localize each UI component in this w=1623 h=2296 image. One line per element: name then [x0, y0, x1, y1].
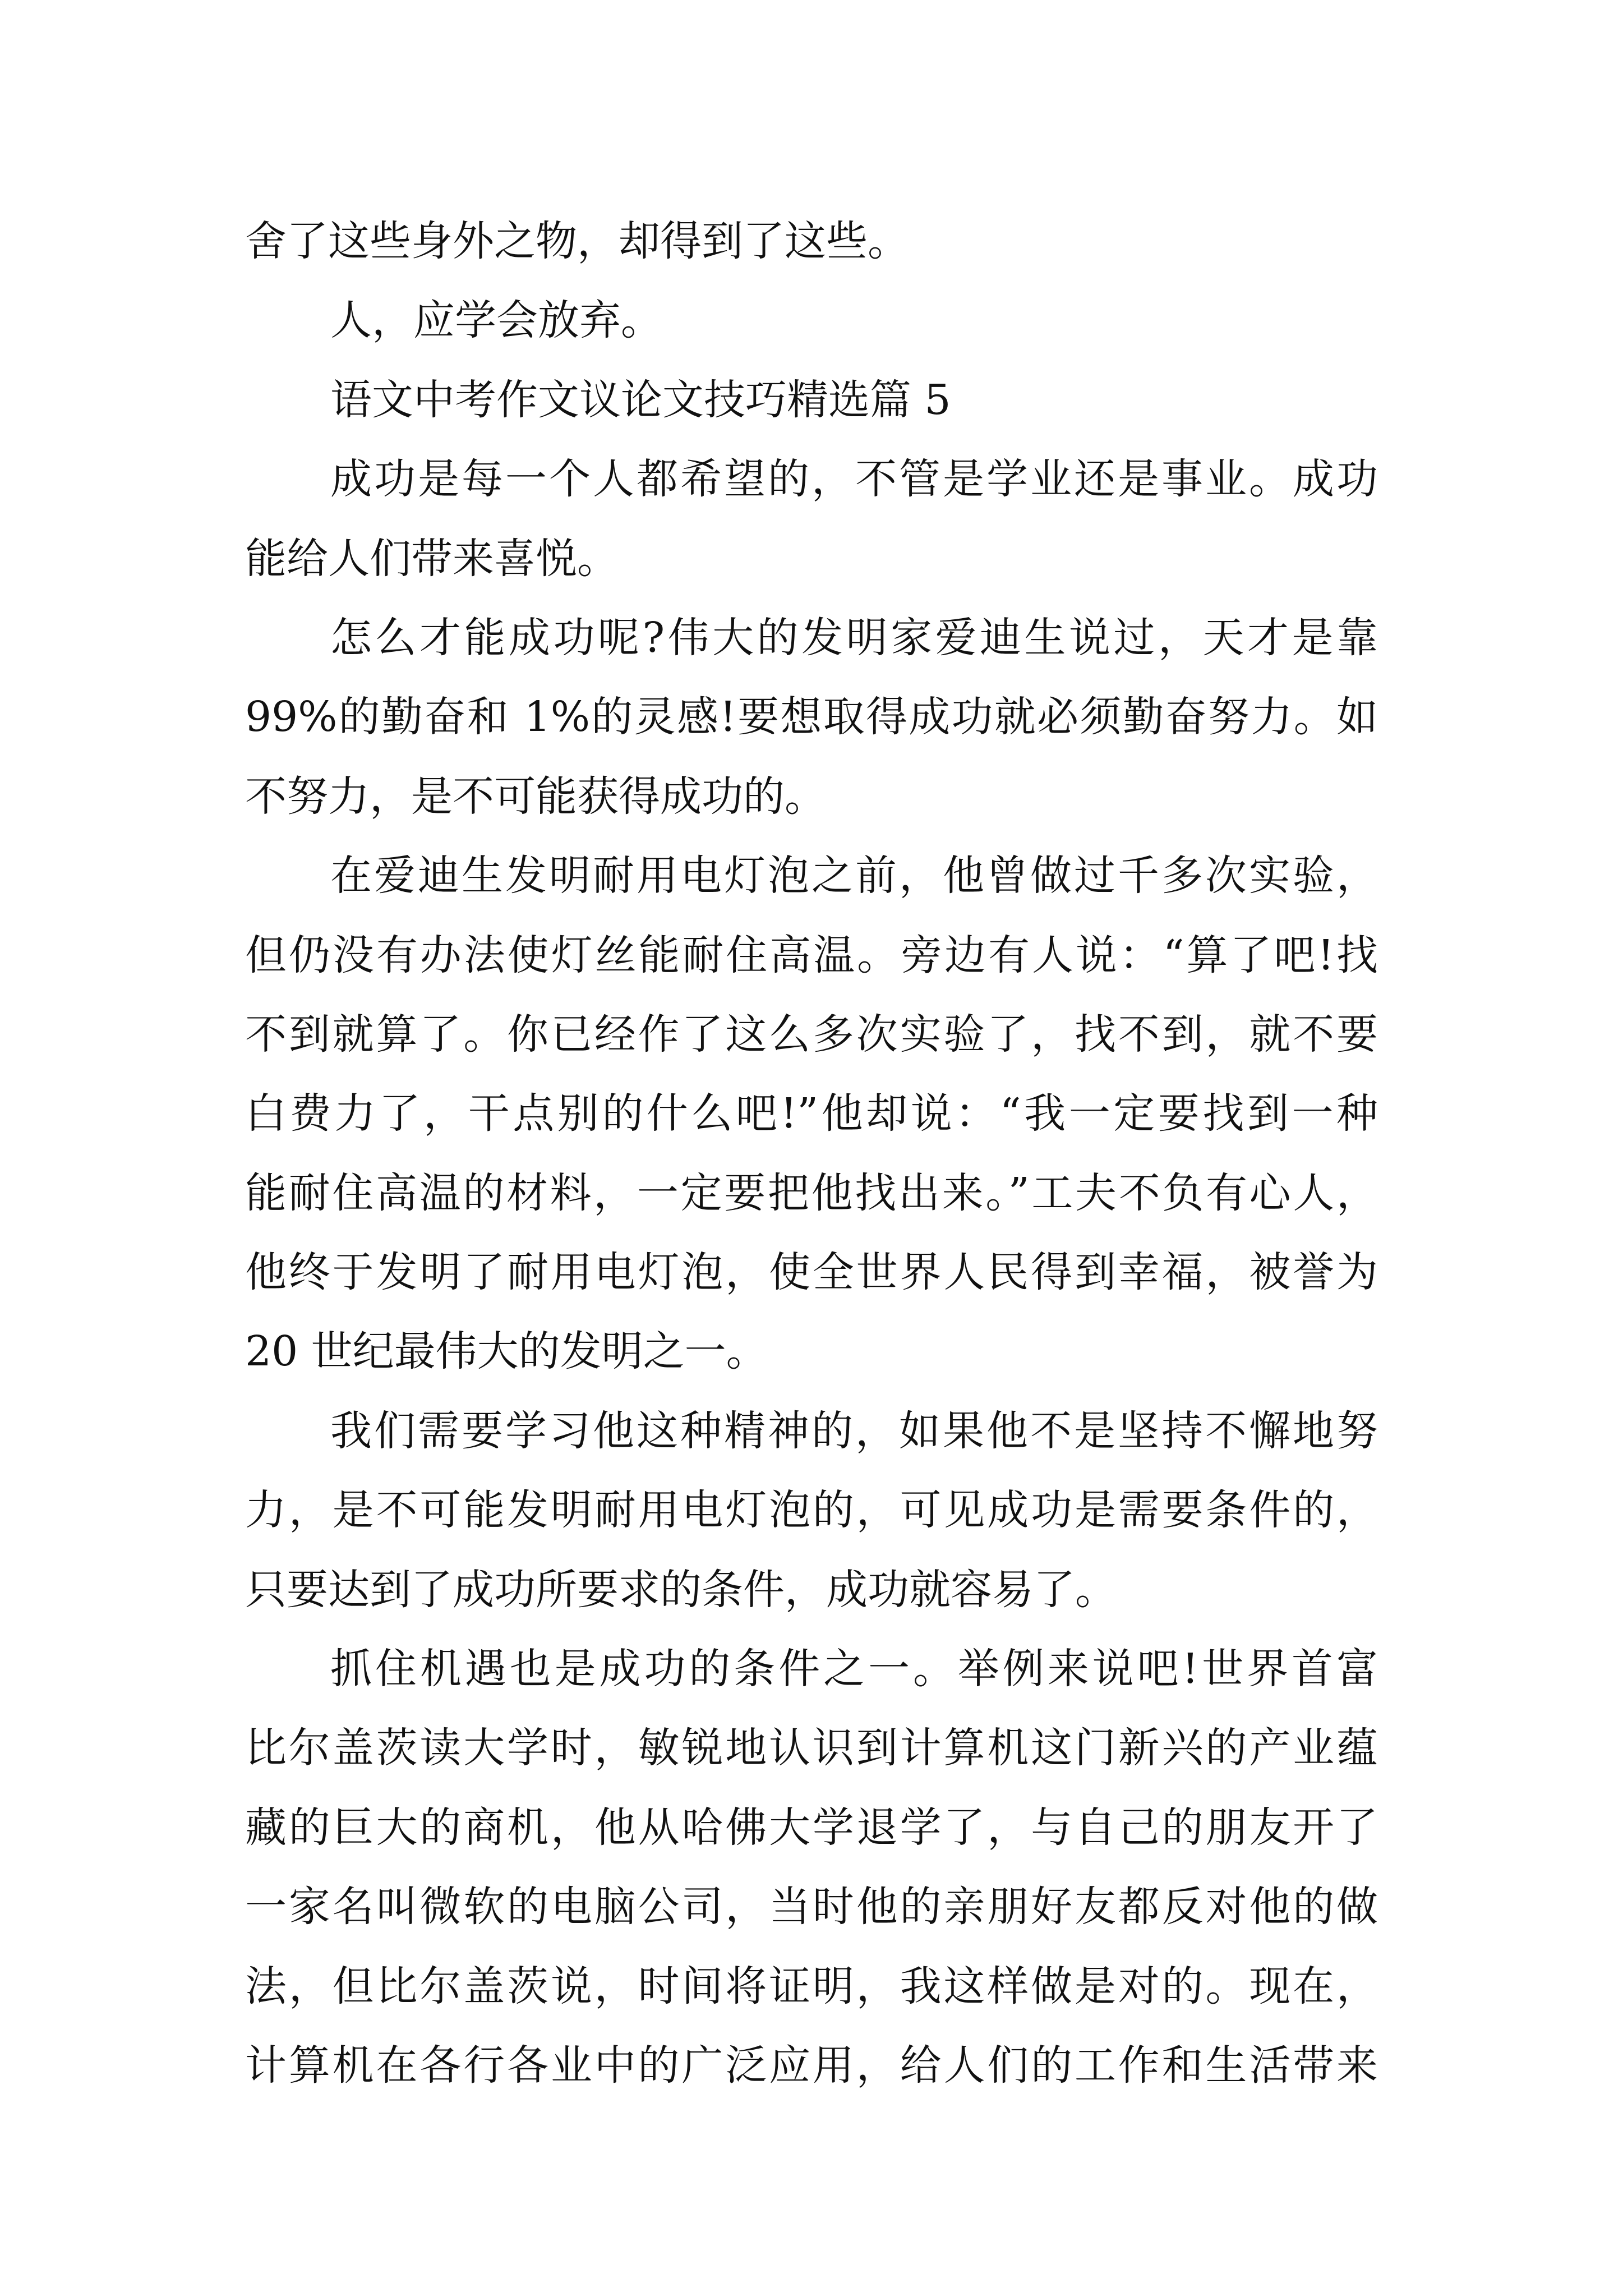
text-line: 法，但比尔盖茨说，时间将证明，我这样做是对的。现在， [245, 1962, 1378, 2010]
text-line: 不努力，是不可能获得成功的。 [245, 772, 826, 821]
text-line: 舍了这些身外之物，却得到了这些。 [245, 217, 909, 265]
text-line: 我们需要学习他这种精神的，如果他不是坚持不懈地努 [330, 1406, 1378, 1455]
text-line: 成功是每一个人都希望的，不管是学业还是事业。成功 [330, 455, 1378, 504]
section-heading [245, 361, 1378, 440]
text-line: 抓住机遇也是成功的条件之一。举例来说吧!世界首富 [330, 1645, 1378, 1694]
text-line: 力，是不可能发明耐用电灯泡的，可见成功是需要条件的， [245, 1486, 1378, 1535]
text-line: 只要达到了成功所要求的条件，成功就容易了。 [245, 1565, 1117, 1614]
text-line: 不到就算了。你已经作了这么多次实验了，找不到，就不要 [245, 1010, 1378, 1059]
paragraph [245, 1630, 1378, 2105]
text-line: 计算机在各行各业中的广泛应用，给人们的工作和生活带来 [245, 2041, 1378, 2090]
paragraph [245, 599, 1378, 836]
text-line: 能耐住高温的材料，一定要把他找出来。”工夫不负有心人， [245, 1168, 1378, 1217]
text-line: 怎么才能成功呢?伟大的发明家爱迪生说过，天才是靠 [330, 613, 1378, 662]
text-line: 在爱迪生发明耐用电灯泡之前，他曾做过千多次实验， [330, 852, 1378, 900]
paragraph [245, 836, 1378, 1392]
text-line: 比尔盖茨读大学时，敏锐地认识到计算机这门新兴的产业蕴 [245, 1724, 1378, 1773]
text-line: 能给人们带来喜悦。 [245, 534, 619, 583]
body-text [245, 202, 1378, 2105]
text-line: 20 世纪最伟大的发明之一。 [245, 1327, 768, 1376]
paragraph [245, 440, 1378, 599]
paragraph [245, 1392, 1378, 1630]
text-line: 藏的巨大的商机，他从哈佛大学退学了，与自己的朋友开了 [245, 1803, 1378, 1852]
text-line: 他终于发明了耐用电灯泡，使全世界人民得到幸福，被誉为 [245, 1248, 1378, 1297]
text-line: 一家名叫微软的电脑公司，当时他的亲朋好友都反对他的做 [245, 1883, 1378, 1931]
paragraph [245, 281, 1378, 360]
heading-line: 语文中考作文议论文技巧精选篇 5 [330, 375, 951, 424]
text-line: 但仍没有办法使灯丝能耐住高温。旁边有人说：“算了吧!找 [245, 931, 1378, 979]
text-line: 白费力了，干点别的什么吧!”他却说：“我一定要找到一种 [245, 1089, 1378, 1138]
paragraph-continued [245, 202, 1378, 281]
text-line: 99%的勤奋和 1%的灵感!要想取得成功就必须勤奋努力。如 [245, 693, 1378, 742]
text-line: 人，应学会放弃。 [330, 296, 662, 345]
